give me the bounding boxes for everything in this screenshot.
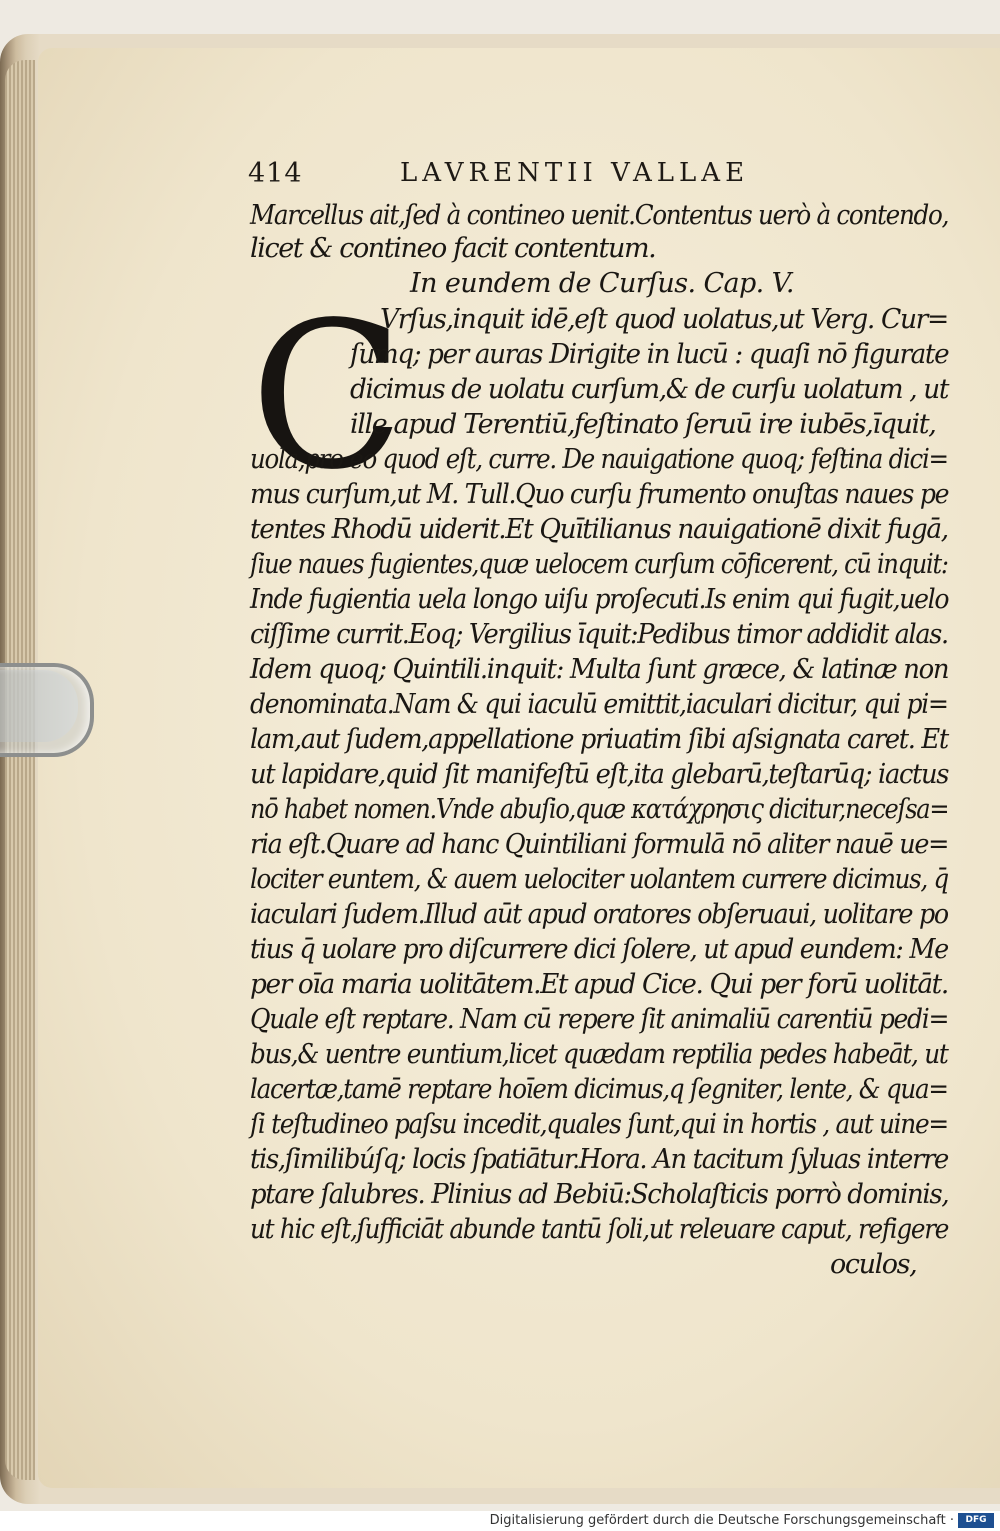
text-line: iaculari ſudem.Illud aūt apud oratores obſeruaui, uolitare po	[250, 899, 948, 930]
catchword: oculos,	[830, 1249, 917, 1280]
text-line: lociter euntem, & auem uelociter uolantem currere dicimus, q̄	[250, 864, 948, 895]
page-edges	[5, 60, 35, 1480]
text-line: lam,aut ſudem,appellatione priuatim ſibi aſsignata caret. Et	[250, 724, 948, 755]
text-line: ut lapidare,quid ſit manifeſtū eſt,ita glebarū,teſtarūq; iactus	[250, 759, 949, 790]
chapter-heading: In eundem de Curſus. Cap. V.	[410, 268, 794, 299]
text-line: bus,& uentre euntium,licet quædam reptilia pedes habeāt, ut	[250, 1039, 948, 1070]
text-line: denominata.Nam & qui iaculū emittit,iaculari dicitur, qui pi=	[250, 689, 948, 720]
text-line: tius q̄ uolare pro diſcurrere dici ſolere, ut apud eundem: Me	[250, 934, 948, 965]
drop-capital: C	[250, 278, 405, 514]
text-line: Vrſus,inquit idē,eſt quod uolatus,ut Verg. Cur=	[380, 304, 948, 335]
text-line: mus curſum,ut M. Tull.Quo curſu frumento onuſtas naues pe	[250, 479, 949, 510]
text-line: Marcellus ait,ſed à contineo uenit.Contentus uerò à contendo,	[250, 200, 949, 231]
running-title: LAVRENTII VALLAE	[400, 158, 750, 188]
page-header	[248, 158, 948, 192]
text-line: lacertæ,tamē reptare hoīem dicimus,q ſegniter, lente, & qua=	[250, 1074, 948, 1105]
text-line: nō habet nomen.Vnde abuſio,quæ κατάχρησις dicitur,neceſsa=	[250, 794, 949, 825]
text-line: ciſſime currit.Eoq; Vergilius īquit:Pedibus timor addidit alas.	[250, 619, 948, 650]
text-line: ſumq; per auras Dirigite in lucū : quaſi nō figurate	[350, 339, 949, 370]
text-line: per oīa maria uolitātem.Et apud Cice. Qui per forū uolitāt.	[250, 969, 948, 1000]
text-line: tis,ſimilibúſq; locis ſpatiātur.Hora. An tacitum ſyluas interre	[250, 1144, 948, 1175]
page-clip	[0, 663, 94, 757]
text-line: ſiue naues fugientes,quæ uelocem curſum cōficerent, cū inquit:	[250, 549, 948, 580]
page-number: 414	[248, 158, 303, 189]
text-line: ut hic eſt,ſufficiāt abunde tantū ſoli,ut releuare caput, refigere	[250, 1214, 949, 1245]
text-line: tentes Rhodū uiderit.Et Quītilianus nauigationē dixit fugā,	[250, 514, 948, 545]
text-line: Quale eſt reptare. Nam cū repere ſit animaliū carentiū pedi=	[250, 1004, 949, 1035]
text-line: ille apud Terentiū,feſtinato ſeruū ire iubēs,īquit,	[350, 409, 936, 440]
text-line: ſi teſtudineo paſsu incedit,quales ſunt,qui in hortis , aut uine=	[250, 1109, 948, 1140]
text-line: uola,pro eo quod eſt, curre. De nauigatione quoq; feſtina dici=	[250, 444, 948, 475]
text-line: Idem quoq; Quintili.inquit: Multa ſunt græce, & latinæ non	[250, 654, 949, 685]
dfg-logo: DFG	[958, 1513, 994, 1528]
digitization-credit: Digitalisierung gefördert durch die Deutsche Forschungsgemeinschaft ·	[489, 1513, 954, 1528]
text-line: ptare ſalubres. Plinius ad Bebiū:Scholaſticis porrò dominis,	[250, 1179, 949, 1210]
text-line: Inde fugientia uela longo uiſu proſecuti.Is enim qui fugit,uelo	[250, 584, 949, 615]
text-line: dicimus de uolatu curſum,& de curſu uolatum , ut	[350, 374, 949, 405]
text-line: ria eſt.Quare ad hanc Quintiliani formulā nō aliter nauē ue=	[250, 829, 949, 860]
text-line: licet & contineo facit contentum.	[250, 233, 656, 264]
